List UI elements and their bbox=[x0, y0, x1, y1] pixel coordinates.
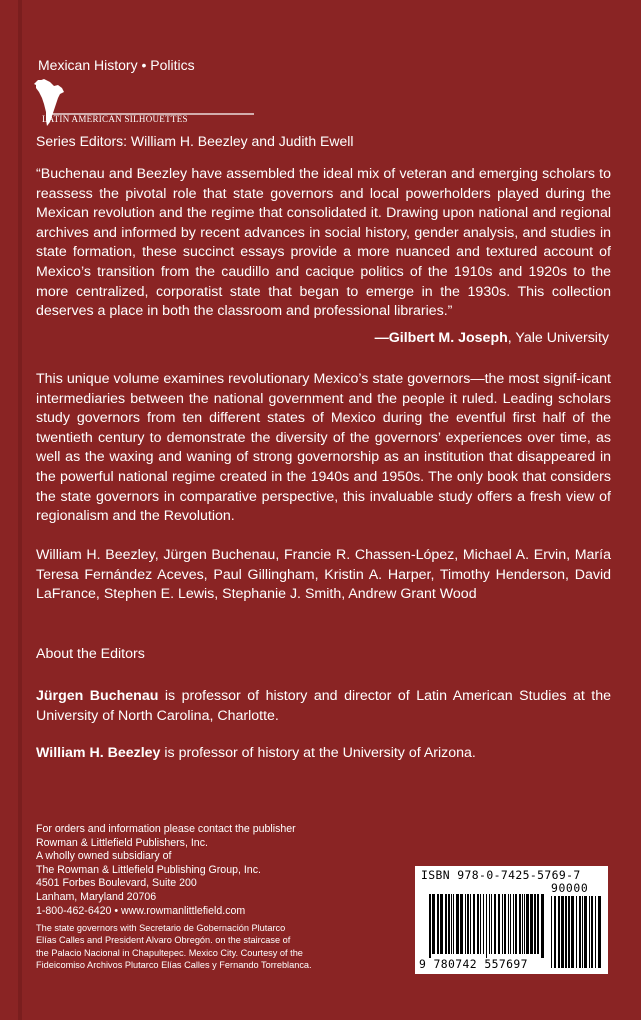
barcode-bar bbox=[451, 894, 452, 954]
spine-edge bbox=[18, 0, 22, 1020]
barcode-bar bbox=[440, 894, 443, 954]
barcode-bar bbox=[530, 894, 533, 954]
barcode-bar bbox=[571, 896, 574, 968]
caption-line: the Palacio Nacional in Chapultepec. Mexico City. Courtesy of the bbox=[36, 947, 303, 958]
barcode-bar bbox=[460, 894, 463, 954]
barcode-bar bbox=[513, 894, 514, 954]
barcode-bar bbox=[477, 894, 479, 954]
barcode-bar bbox=[448, 894, 450, 954]
about-editors-heading: About the Editors bbox=[36, 646, 145, 662]
caption-line: Fideicomiso Archivos Plutarco Elías Calles y Fernando Torreblanca. bbox=[36, 960, 312, 971]
publisher-line: Rowman & Littlefield Publishers, Inc. bbox=[36, 836, 208, 849]
publisher-line: 1-800-462-6420 • www.rowmanlittlefield.com bbox=[36, 904, 246, 917]
editor-bio bbox=[36, 687, 611, 726]
barcode-bar bbox=[551, 896, 552, 968]
barcode-bar bbox=[510, 894, 511, 954]
editor-bio-text: is professor of history at the University of Arizona. bbox=[160, 745, 476, 761]
barcode-bar bbox=[470, 894, 471, 954]
barcode-bar bbox=[541, 894, 544, 958]
endorser-affiliation: , Yale University bbox=[507, 330, 609, 346]
barcode-bar bbox=[465, 894, 466, 954]
endorser-name: —Gilbert M. Joseph bbox=[374, 330, 508, 346]
isbn-barcode bbox=[415, 866, 608, 974]
barcode-bar bbox=[494, 894, 496, 954]
barcode-bar bbox=[568, 896, 570, 968]
contributors-list: William H. Beezley, Jürgen Buchenau, Francie R. Chassen-López, Michael A. Ervin, María Teresa Fernández Aceves, Paul Gillingham, Kristin A. Harper, Timothy Henderson, David LaFrance, Stephen E. Lewis, Stephanie J. Smith, Andrew Grant Wood bbox=[36, 547, 611, 603]
barcode-bar bbox=[515, 894, 517, 954]
caption-line: The state governors with Secretario de Gobernación Plutarco bbox=[36, 923, 286, 933]
barcode-bar bbox=[589, 896, 590, 968]
barcode-bar bbox=[582, 896, 583, 968]
barcode-bar bbox=[498, 894, 500, 954]
barcode-bar bbox=[595, 896, 596, 968]
barcode-bar bbox=[467, 894, 469, 954]
barcode-bar bbox=[429, 894, 431, 958]
barcode-bar bbox=[565, 896, 567, 968]
series-editors: Series Editors: William H. Beezley and Judith Ewell bbox=[36, 133, 354, 149]
barcode-bar bbox=[453, 894, 454, 954]
barcode-bar bbox=[598, 896, 601, 968]
barcode-bar bbox=[558, 896, 560, 968]
barcode-bar bbox=[456, 894, 459, 954]
barcode-bar bbox=[591, 896, 593, 968]
barcode-bar bbox=[445, 894, 447, 954]
barcode-bar bbox=[489, 894, 490, 954]
barcode-bar bbox=[432, 894, 435, 954]
price-code: 90000 bbox=[551, 881, 589, 895]
barcode-bar bbox=[483, 894, 484, 954]
editor-bio-text: is professor of history and director of Latin American Studies at the University of North Carolina, Charlotte. bbox=[36, 688, 611, 724]
barcode-bar bbox=[480, 894, 481, 954]
barcode-bar bbox=[526, 894, 529, 954]
barcode-bar bbox=[576, 896, 577, 968]
barcode-bar bbox=[584, 896, 587, 968]
editor-bio bbox=[36, 744, 611, 764]
barcode-bar bbox=[437, 894, 439, 954]
barcode-bar bbox=[502, 894, 503, 954]
isbn-label: ISBN 978-0-7425-5769-7 bbox=[421, 868, 581, 882]
publisher-info bbox=[36, 823, 396, 918]
series-name: LATIN AMERICAN SILHOUETTES bbox=[42, 114, 188, 124]
publisher-line: For orders and information please contact the publisher bbox=[36, 823, 296, 835]
barcode-bar bbox=[491, 894, 492, 954]
barcode-bar bbox=[524, 894, 525, 954]
barcode-bar bbox=[486, 894, 487, 958]
barcode-bar bbox=[537, 894, 539, 954]
editor-name: Jürgen Buchenau bbox=[36, 688, 159, 704]
editor-name: William H. Beezley bbox=[36, 745, 161, 761]
barcode-bar bbox=[534, 894, 536, 954]
barcode-bar bbox=[561, 896, 564, 968]
ean-digits: 9 780742 557697 bbox=[419, 957, 528, 971]
barcode-bar bbox=[504, 894, 506, 954]
barcode-bar bbox=[473, 894, 475, 954]
subject-category: Mexican History • Politics bbox=[38, 57, 195, 73]
publisher-line: Lanham, Maryland 20706 bbox=[36, 890, 157, 903]
endorsement-quote: “Buchenau and Beezley have assembled the ideal mix of veteran and emerging scholars to reassess the pivotal role that state governors and local powerholders played during the Mexican revolution and the regime that consolidated it. Drawing upon national and regional archives and informed by recent advances in social history, gender analysis, and studies in state formation, these succinct essays provide a more nuanced and textured account of Mexico’s transition from the caudillo and cacique politics of the 1910s and 1920s to the more centralized, corporatist state that began to emerge in the 1930s. This collection deserves a place in both the classroom and professional libraries.” bbox=[36, 166, 611, 320]
barcode-bar bbox=[579, 896, 581, 968]
barcode-bar bbox=[508, 894, 509, 954]
publisher-line: 4501 Forbes Boulevard, Suite 200 bbox=[36, 877, 197, 890]
cover-photo-caption bbox=[36, 922, 396, 972]
barcode-bar bbox=[522, 894, 523, 954]
publisher-line: The Rowman & Littlefield Publishing Group, Inc. bbox=[36, 863, 261, 876]
caption-line: Elías Calles and President Alvaro Obregón. on the staircase of bbox=[36, 935, 291, 946]
publisher-line: A wholly owned subsidiary of bbox=[36, 850, 172, 863]
endorsement-attribution bbox=[375, 330, 609, 346]
barcode-bar bbox=[519, 894, 521, 954]
book-description: This unique volume examines revolutionary Mexico’s state governors—the most signif-icant intermediaries between the national government and the people it ruled. Leading scholars study governors from ten different states of Mexico during the eventful first half of the twentieth century to demonstrate the diversity of the governors’ experiences over time, as well as the waxing and waning of strong governorship as an institution that disappeared in the powerful national regime created in the 1940s and 1950s. The only book that considers the state governors in comparative perspective, this invaluable study offers a fresh view of regionalism and the Revolution. bbox=[36, 371, 611, 525]
barcode-bar bbox=[554, 896, 556, 968]
